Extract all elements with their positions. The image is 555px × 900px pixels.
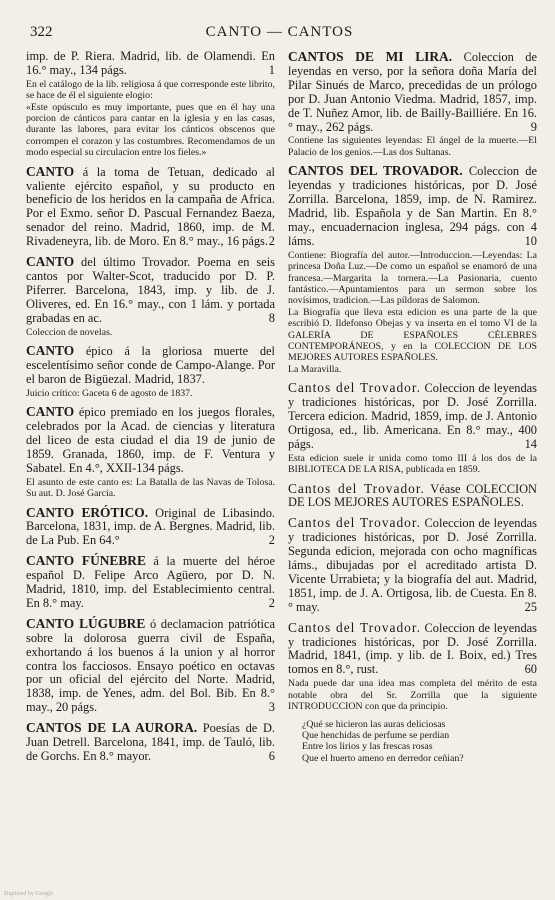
entry-heading: CANTO LÚGUBRE bbox=[26, 615, 146, 631]
entry-body bbox=[288, 50, 537, 134]
entry-price: 14 bbox=[524, 436, 537, 451]
entry-note-paragraph: Coleccion de novelas. bbox=[26, 326, 113, 338]
entry-price: 25 bbox=[524, 599, 537, 614]
entry-price: 6 bbox=[268, 749, 275, 763]
entry-text: épico á la gloriosa muerte del escelentísimo señor conde de Campo-Alange. Por el baron de Bigüezal. Madrid, 1837. bbox=[26, 344, 275, 386]
entry-text: ó declamacion patriótica sobre la dolorosa guerra civil de España, exhortando á los buenos á la union y al horror contra los facciosos. Ensayo poético en octavas por un oficial del ejército del Norte. Madrid, 1838, imp. de Yenes, adm. del Bol. Bib. En 8.° may., 20 págs. bbox=[26, 616, 275, 715]
poem-excerpt bbox=[288, 719, 537, 765]
entry-note-paragraph: Contiene: Biografía del autor.—Introduccion.—Leyendas: La princesa Doña Luz.—De como un español se enamoró de una francesa.—Margarita la tornera.—La Pasionaria, cuento fantástico.—Apuntamientos para un sermon sobre los novísimos, tradicion.—Las píldoras de Salomon. bbox=[288, 249, 537, 307]
entry-body bbox=[26, 405, 275, 476]
entry-heading: Cantos del Trovador. bbox=[288, 380, 421, 396]
catalog-entry bbox=[26, 405, 275, 499]
entry-heading: Cantos del Trovador. bbox=[288, 480, 425, 496]
entry-note-paragraph: La Biografía que lleva esta edicion es una parte de la que escribió D. Ildefonso Obejas y va inserta en el tomo VI de la GALERÍA DE ESPAÑOLES CÉLEBRES CONTEMPORÁNEOS, y en la COLECCION DE LOS MEJORES AUTORES ESPAÑOLES. bbox=[288, 306, 537, 364]
entry-body bbox=[26, 344, 275, 387]
entry-heading: CANTOS DEL TROVADOR. bbox=[288, 163, 463, 179]
entry-text: Coleccion de leyendas en verso, por la señora doña María del Pilar Sinués de Marco, precedidas de un prólogo por D. Juan Antonio Viedma. Madrid, 1857, imp. de T. Nuñez Amor, lib. de Bailly-Bailliére. En 16.° may., 262 págs. bbox=[288, 50, 537, 134]
entry-text: Original de Libasindo. Barcelona, 1831, imp. de A. Bergnes. Madrid, lib. de La Pub. En 64.° bbox=[26, 505, 275, 548]
catalog-entry bbox=[288, 381, 537, 475]
entry-heading: CANTO ERÓTICO. bbox=[26, 504, 149, 520]
entry-heading: CANTO FÚNEBRE bbox=[26, 553, 146, 569]
catalog-entry bbox=[26, 506, 275, 549]
catalog-entry bbox=[288, 50, 537, 158]
catalog-entry bbox=[288, 516, 537, 614]
poem-line: Que el huerto ameno en derredor ceñian? bbox=[302, 752, 464, 764]
entry-note-paragraph: Contiene las siguientes leyendas: El ángel de la muerte.—El Palacio de los genios.—Las dos Sultanas. bbox=[288, 135, 537, 158]
entry-heading: Cantos del Trovador. bbox=[288, 619, 421, 635]
catalog-entry bbox=[26, 50, 275, 159]
entry-price: 2 bbox=[268, 234, 275, 249]
entry-text: del último Trovador. Poema en seis cantos por Walter-Scot, traducido por D. P. Piferrer. Barcelona, 1843, imp. y lib. de J. Oliveres, ed. En 16.° may., con 1 lám. y portada grabadas en ac. bbox=[26, 255, 275, 325]
entry-text: Véase COLECCION DE LOS MEJORES AUTORES ESPAÑOLES. bbox=[288, 481, 537, 510]
entry-note-paragraph: Esta edicion suele ir unida como tomo III á los dos de la BIBLIOTECA DE LA RISA, publicada en 1859. bbox=[288, 452, 537, 476]
entry-text: Coleccion de leyendas y tradiciones históricas, por D. José Zorrilla. Tercera edicion. Madrid, 1859, imp. de J. Antonio Ortigosa, ed., lib. Americana. En 8.° may., 400 págs. bbox=[288, 381, 537, 451]
entry-note-paragraph: La Maravilla. bbox=[288, 363, 342, 375]
entry-note bbox=[26, 79, 275, 159]
digitization-mark: Digitized by Google bbox=[4, 891, 53, 897]
poem-line: ¿Qué se hicieron las auras deliciosas bbox=[302, 718, 446, 730]
entry-body bbox=[288, 381, 537, 452]
page-header bbox=[20, 24, 539, 44]
entry-heading: CANTO bbox=[26, 343, 75, 359]
entry-note bbox=[26, 388, 275, 399]
entry-note bbox=[288, 453, 537, 476]
entry-price: 8 bbox=[268, 310, 275, 325]
entry-body bbox=[26, 165, 275, 249]
entry-body bbox=[288, 164, 537, 248]
entry-text: á la toma de Tetuan, dedicado al valiente ejército español, y su producto en beneficio de los heridos en la campaña de Africa. Por el Exmo. señor D. Pascual Fernandez Baeza, senador del reino. Madrid, 1860, imp. de M. Rivadeneyra, lib. de Moro. En 8.° may., 16 págs. bbox=[26, 164, 275, 249]
entry-note-paragraph: «Este opúsculo es muy importante, pues que en él hay una porcion de cánticos para cantar en la iglesia y en las casas, durante las labores, para evitar los cánticos obscenos que corrompen el corazon y las costumbres. Recomendamos de un modo especial su circulacion entre los fieles.» bbox=[26, 101, 275, 159]
entry-price: 60 bbox=[524, 662, 537, 677]
entry-body bbox=[26, 617, 275, 715]
entry-price: 9 bbox=[530, 119, 537, 134]
entry-note bbox=[288, 250, 537, 375]
catalog-entry bbox=[288, 621, 537, 713]
entry-price: 1 bbox=[268, 62, 275, 77]
catalog-entry bbox=[26, 255, 275, 338]
catalog-entry bbox=[26, 721, 275, 764]
entry-text: épico premiado en los juegos florales, celebrados por la Acad. de ciencias y literatura del liceo de esta ciudad el dia 19 de junio de 1859. Granada, 1860, imp. de F. Ventura y Sabatel. En 4.°, XXII-134 págs. bbox=[26, 405, 275, 475]
entry-note-paragraph: El asunto de este canto es: La Batalla de las Navas de Tolosa. Su aut. D. José García. bbox=[26, 476, 275, 500]
catalog-entry bbox=[288, 164, 537, 375]
entry-body bbox=[26, 721, 275, 764]
entry-text: Coleccion de leyendas y tradiciones históricas, por D. José Zorrilla. Barcelona, 1859, imp. de N. Ramirez. Madrid, lib. Española y de San Martin. En 8.° may., encuadernacion inglesa, 294 págs. con 4 láms. bbox=[288, 164, 537, 248]
entry-price: 3 bbox=[268, 700, 275, 715]
catalog-entry bbox=[26, 617, 275, 715]
page-number: 322 bbox=[30, 24, 53, 40]
entry-heading: CANTOS DE LA AURORA. bbox=[26, 720, 198, 736]
catalog-entry bbox=[288, 482, 537, 511]
entry-price: 2 bbox=[268, 533, 275, 548]
entry-heading: CANTO bbox=[26, 404, 75, 420]
right-column bbox=[288, 50, 537, 764]
entry-note bbox=[288, 135, 537, 158]
left-column bbox=[26, 50, 275, 770]
entry-body bbox=[26, 255, 275, 326]
poem-line: Entre los lirios y las frescas rosas bbox=[302, 741, 433, 753]
entry-body bbox=[26, 50, 275, 78]
entry-body bbox=[288, 516, 537, 614]
entry-note bbox=[288, 678, 537, 712]
entry-body bbox=[26, 554, 275, 611]
catalog-entry bbox=[26, 165, 275, 249]
entry-note bbox=[26, 477, 275, 500]
entry-heading: Cantos del Trovador. bbox=[288, 515, 421, 531]
entry-body bbox=[26, 506, 275, 549]
entry-note-paragraph: Juicio crítico: Gaceta 6 de agosto de 1837. bbox=[26, 387, 193, 399]
running-title: CANTO — CANTOS bbox=[205, 24, 354, 40]
entry-heading: CANTO bbox=[26, 254, 75, 270]
entry-price: 2 bbox=[268, 595, 275, 610]
entry-note-paragraph: En el catálogo de la lib. religiosa á que corresponde este librito, se hace de él el siguiente elogio: bbox=[26, 78, 275, 102]
entry-text: Coleccion de leyendas y tradiciones históricas, por D. José Zorrilla. Segunda edicion, mejorada con ocho magníficas láms., dibujadas por el acreditado artista D. Vicente Urrabieta; y la biografía del aut. Madrid, 1851, imp. de J. A. Ortigosa, lib. de Cuesta. En 8.° may. bbox=[288, 516, 537, 614]
entry-heading: CANTOS DE MI LIRA. bbox=[288, 49, 453, 64]
entry-heading: CANTO bbox=[26, 163, 75, 179]
entry-price: 10 bbox=[524, 233, 537, 248]
entry-text: Poesías de D. Juan Detrell. Barcelona, 1841, imp. de Tauló, lib. de Gorchs. En 8.° mayor. bbox=[26, 721, 275, 763]
entry-body bbox=[288, 482, 537, 511]
entry-note-paragraph: Nada puede dar una idea mas completa del mérito de esta notable obra del Sr. Zorrilla que la siguiente INTRODUCCION con que da principio. bbox=[288, 678, 537, 713]
entry-body bbox=[288, 621, 537, 678]
poem-line: Que henchidas de perfume se perdian bbox=[302, 729, 450, 741]
catalog-entry bbox=[26, 344, 275, 399]
catalog-entry bbox=[26, 554, 275, 611]
entry-text: á la muerte del héroe español D. Felipe Arco Agüero, por D. N. Madrid, 1810, imp. del Establecimiento central. En 8.° may. bbox=[26, 554, 275, 610]
entry-text: Coleccion de leyendas y tradiciones históricas, por D. José Zorrilla. Madrid, 1841, (imp. y lib. de I. Boix, ed.) Tres tomos en 8.°, rust. bbox=[288, 620, 537, 677]
entry-text: imp. de P. Riera. Madrid, lib. de Olamendi. En 16.° may., 134 págs. bbox=[26, 49, 275, 77]
entry-note bbox=[26, 327, 275, 338]
